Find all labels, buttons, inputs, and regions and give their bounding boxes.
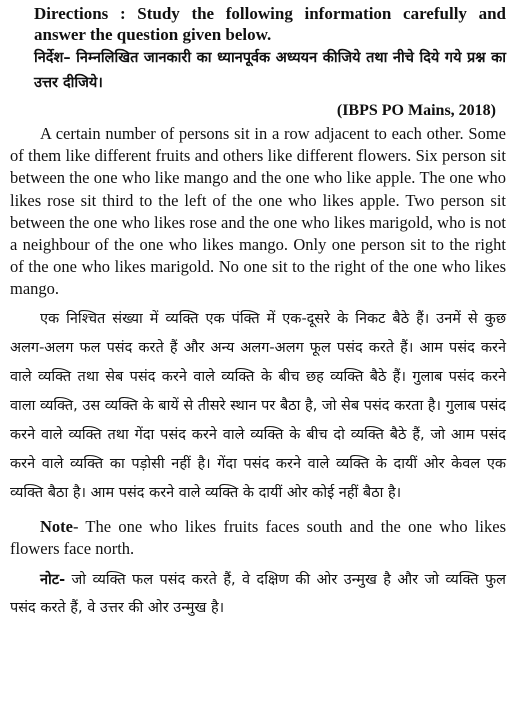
exam-source: (IBPS PO Mains, 2018) [336, 102, 496, 119]
note-hindi-label: नोट- [40, 571, 66, 588]
directions-english: Directions : Study the following information carefully and answer the question given below. [34, 4, 506, 44]
passage-hindi: एक निश्चित संख्या में व्यक्ति एक पंक्ति में एक-दूसरे के निकट बैठे हैं। उनमें से कुछ अलग-अलग फल पसंद करते हैं और अन्य अलग-अलग फूल पसंद करते हैं। आम पसंद करने वाले व्यक्ति तथा सेब पसंद करने वाले व्यक्ति के बीच छह व्यक्ति बैठे हैं। गुलाब पसंद करने वाला व्यक्ति, उस व्यक्ति के बायें से तीसरे स्थान पर बैठा है, जो सेब पसंद करता है। गुलाब पसंद करने वाले व्यक्ति तथा गेंदा पसंद करने वाले व्यक्ति के बीच दो व्यक्ति बैठे हैं, जो आम पसंद करने वाले व्यक्ति का पड़ोसी नहीं है। गेंदा पसंद करने वाले व्यक्ति के दायीं ओर केवल एक व्यक्ति बैठा है। आम पसंद करने वाले व्यक्ति के दायीं ओर कोई नहीं बैठा है। [10, 310, 506, 501]
note-hindi [10, 566, 506, 622]
document-page [10, 0, 506, 622]
directions-hindi: निर्देश– निम्नलिखित जानकारी का ध्यानपूर्वक अध्ययन कीजिये तथा नीचे दिये गये प्रश्न का उत्तर दीजिये। [34, 50, 506, 91]
note-english-text: - The one who likes fruits faces south and the one who likes flowers face north. [10, 516, 506, 558]
note-english [10, 516, 506, 560]
note-english-label: Note [40, 516, 73, 536]
passage-english: A certain number of persons sit in a row adjacent to each other. Some of them like different fruits and others like different flowers. Six person sit between the one who like mango and the one who like apple. The one who likes rose sit third to the left of the one who likes apple. Two person sit between the one who likes rose and the one who likes marigold, who is not a neighbour of the one who likes mango. Only one person sit to the right of the one who likes marigold. No one sit to the right of the one who likes mango. [10, 124, 506, 299]
note-hindi-text: जो व्यक्ति फल पसंद करते हैं, वे दक्षिण की ओर उन्मुख है और जो व्यक्ति फुल पसंद करते हैं, वे उत्तर की ओर उन्मुख है। [10, 571, 506, 616]
